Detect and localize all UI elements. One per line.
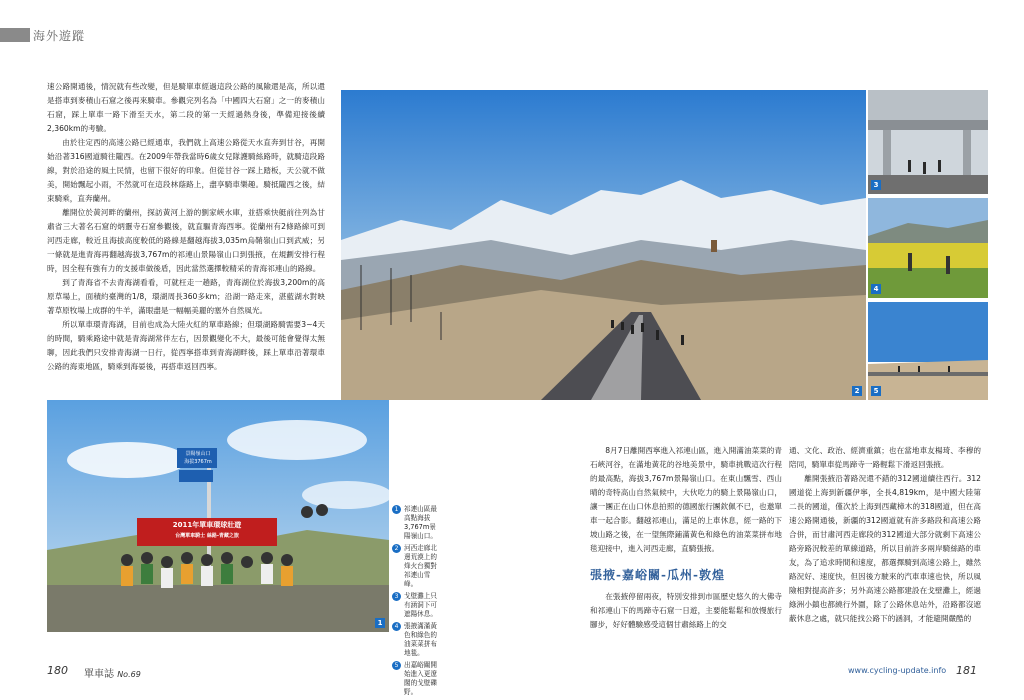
caption-number: 1: [392, 505, 401, 514]
underpass-photo: [868, 90, 988, 194]
group-photo-illustration: [47, 400, 389, 632]
caption-number: 2: [392, 544, 401, 553]
paragraph: 8月7日離開西寧進入祁連山區，進入開滿油菜菜的青石峽河谷，在滿地黃花的谷地美景中，騎車挑戰這次行程的最高點，海拔3,767m景陽嶺山口。在東山飄雪、西山晴的奇特高山自然氣候中，大伙吃力的騎上景陽嶺山口，讓一團正在山口休息拍照的德國旅行團欽佩不已，也邀單車一起合影。翻越祁連山，滿足的上車休息，經一路的下坡山路之後，在一望無際鋪滿黃色和綠色的油菜菜拼布地毯迎接中，進入河西走廊，直騎張掖。: [590, 446, 782, 553]
photo-number-badge: 2: [852, 386, 862, 396]
left-text-column: [47, 80, 325, 374]
left-page-number: 180: [47, 664, 68, 677]
caption-text: 張掖滿滿黃色和綠色的油菜菜拼布地毯。: [404, 622, 437, 657]
photo-number-badge: 5: [871, 386, 881, 396]
banner-line: 台灣單車騎士 絲路-青藏之旅: [175, 533, 239, 539]
gobi-desert-photo: [868, 302, 988, 400]
rapeseed-field-illustration: [868, 198, 988, 298]
right-page-number: 181: [956, 664, 977, 677]
paragraph: 由於往定西的高速公路已經通車，我們就上高速公路從天水直奔到甘谷，再開始沿著316國道騎往隴西。在2009年帶我當時6歲女兒隊護騎絲路時，就騎這段路線，對於沿途的風土民情，也留下很好的印象。但從甘谷一踩上踏板，天公就不做美，開始飄起小雨，不然就可在這段林蔭路上，盡享騎車樂趣。騎抵隴西之後，結束騎乘，直奔蘭州。: [47, 138, 325, 203]
magazine-footer: [84, 665, 141, 680]
caption-number: 5: [392, 661, 401, 670]
caption-item: [392, 622, 442, 658]
sign-line: 景陽嶺山口: [185, 451, 211, 457]
banner-line: 2011年單車環球壯遊: [172, 521, 242, 529]
caption-item: [392, 505, 442, 541]
paragraph: 通、文化、政治、經濟重鎮；也在當地車友楊琦、李穆的陪同，騎單車從馬蹄寺一路輕鬆下滑返回張掖。: [789, 446, 981, 469]
road-landscape-photo: [341, 90, 866, 400]
caption-item: [392, 661, 442, 697]
paragraph: 速公路開通後，情況就有些改變，但是騎單車經過這段公路的風險還是高，所以還是搭車到麥積山石窟之後再來騎車。參觀完列名為「中國四大石窟」之一的麥積山石窟，踩上單車一路下滑至天水，第二段的第一天經過熱身後，準備迎接後續2,360km的考驗。: [47, 82, 325, 133]
rapeseed-field-photo: [868, 198, 988, 298]
photo-number-badge: 4: [871, 284, 881, 294]
team-banner: [137, 519, 277, 541]
paragraph: 所以單車環青海湖，目前也成為大陸火紅的單車路線；但環湖路騎需要3~4天的時間，騎乘路途中就是青海湖常伴左右，因景觀變化不大，最後可能會覺得太無聊，因此我們只安排青海湖一日行，從西寧搭車到青海湖畔後，踩上單車沿著環車公路的海東地區，騎乘到海晏後，再搭車返回西寧。: [47, 320, 325, 371]
caption-item: [392, 544, 442, 589]
paragraph: 到了青海省不去青海湖看看，可就枉走一趟路，青海湖位於海拔3,200m的高原草場上，面積約臺灣的1/8，環湖周長360多km；沿湖一路走來，湛藍湖水對映著草原牧場上成群的牛羊，滿眼盡是一幅幅美麗的塞外自然風光。: [47, 278, 325, 315]
mountain-pass-sign: [178, 450, 218, 466]
magazine-name: 單車誌: [84, 669, 114, 680]
caption-text: 出嘉峪關開始進入更遼闊的戈壁礫野。: [404, 661, 437, 696]
section-header-title: 海外遊蹤: [33, 29, 86, 43]
right-text-column: [789, 444, 981, 626]
caption-number: 4: [392, 622, 401, 631]
middle-text-column: [590, 444, 782, 632]
photo-captions: [392, 505, 442, 700]
website-url[interactable]: www.cycling-update.info: [848, 666, 947, 675]
paragraph: 離開張掖沿著路況還不錯的312國道續往西行。312國道從上海到新疆伊寧，全長4,819km，是中國大陸第二長的國道，僅次於上海到西藏樟木的318國道，但在高速公路開通後，新疆的312國道就有許多路段和高速公路合併，而甘肅河西走廊段的312國道大部分就剩下高速公路旁路況較差的單線道路，所以目前許多兩岸騎絲路的車友，為了追求時間和速度，都選擇騎到高速公路上，雖然路況好、速度快，但因後方駛來的汽車車速也快，所以風險相對提高許多；另外高速公路都建設在戈壁灘上，經過綠洲小鎮也都繞行外圍，除了公路休息站外，沿路都沒遮蔽休息之處，就只能找公路下的涵洞，才能避開嚴酷的: [789, 474, 981, 623]
paragraph: 離開位於黃河畔的蘭州，探訪黃河上游的劉家峽水庫，並搭乘快艇前往列為甘肅省三大著名石窟的炳靈寺石窟參觀後，就直驅青海西寧。從蘭州有2條路線可到河西走廊，較近且海拔高度較低的路線是翻越海拔3,035m烏鞘嶺山口到武威；另一條就是進青海再翻越海拔3,767m的祁連山景陽嶺山口到張掖，在規劃安排行程時，因全程有強有力的支援車做後盾，因此當然選擇較精采的青海祁連山的路線。: [47, 208, 325, 273]
section-heading: 張掖-嘉峪關-瓜州-敦煌: [590, 568, 725, 582]
paragraph: 在張掖停留兩夜，特別安排到市區歷史悠久的大佛寺和祁連山下的馬蹄寺石窟一日遊，主要能鬆鬆和放慢旅行腳步，好好體驗感受這個甘肅絲路上的交: [590, 592, 782, 629]
caption-text: 祁連山區最高點海拔3,767m景陽嶺山口。: [404, 505, 437, 540]
caption-text: 河西走廊北邊荒漠上的烽火台獨對祁連山雪峰。: [404, 544, 437, 588]
section-header-bar: [0, 28, 30, 42]
group-photo: [47, 400, 389, 632]
photo-number-badge: 1: [375, 618, 385, 628]
issue-number: No.69: [117, 670, 141, 679]
sign-line: 海拔3767m: [184, 459, 212, 465]
caption-number: 3: [392, 592, 401, 601]
road-landscape-illustration: [341, 90, 866, 400]
underpass-illustration: [868, 90, 988, 194]
photo-number-badge: 3: [871, 180, 881, 190]
caption-item: [392, 592, 442, 619]
caption-text: 戈壁灘上只有涵洞下可遮陽休息。: [404, 592, 437, 618]
gobi-desert-illustration: [868, 302, 988, 400]
